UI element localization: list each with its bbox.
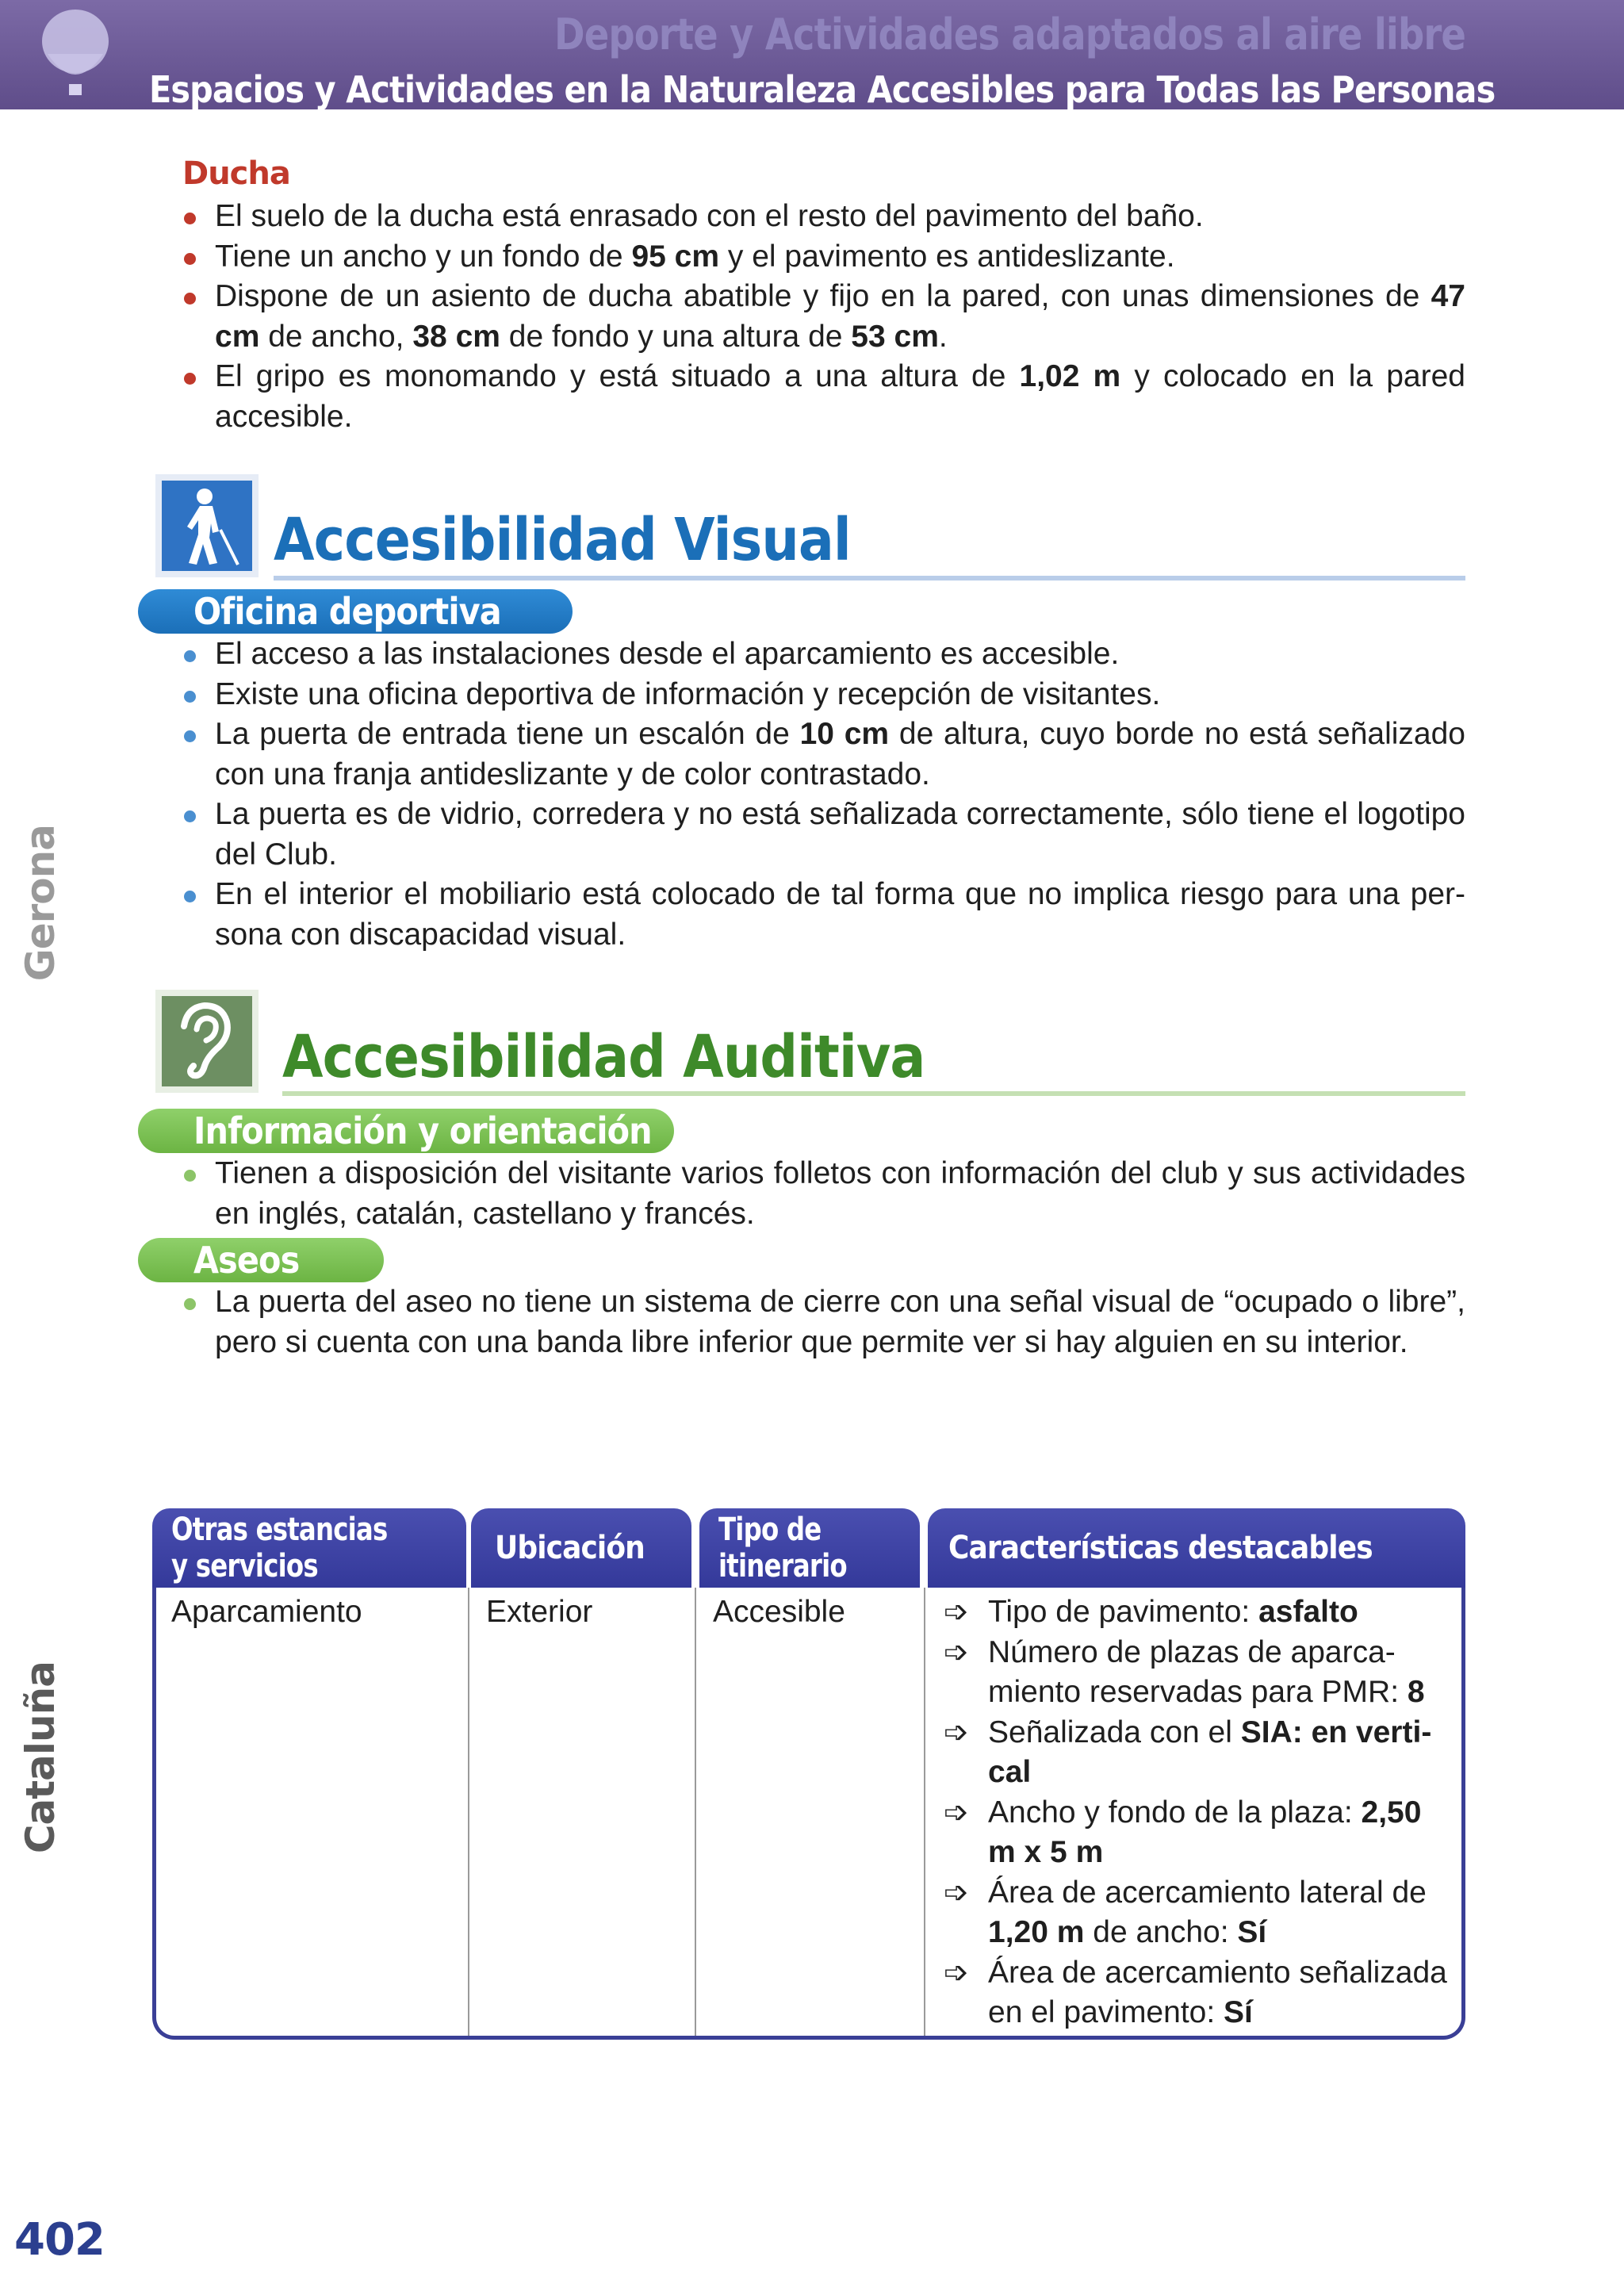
informacion-orientacion-label: Información y orientación: [193, 1109, 652, 1152]
text: y el pavimento es antideslizante.: [719, 239, 1175, 274]
text: El acceso a las instalaciones desde el aparcamiento es accesible.: [215, 637, 1120, 671]
aseos-heading: [138, 1238, 384, 1282]
bold-text: 10 cm: [799, 717, 890, 751]
bold-text: Sí: [1237, 1915, 1267, 1949]
header-estancias-line1: Otras estancias: [171, 1512, 388, 1548]
bold-text: SIA: en vertical: [988, 1715, 1432, 1789]
ducha-list: [181, 197, 1465, 437]
bold-text: 2,50 m x 5 m: [988, 1795, 1422, 1869]
arrow-bullet-icon: ➩: [944, 1956, 969, 1990]
arrow-bullet-icon: ➩: [944, 1715, 969, 1749]
header-caracteristicas-label: Características destacables: [948, 1530, 1373, 1566]
header-subtitle: Espacios y Actividades en la Naturaleza Accesibles para Todas las Personas: [149, 68, 1496, 109]
bullet-icon: [184, 891, 196, 902]
blind-person-icon: [155, 474, 259, 577]
ear-icon: [155, 990, 259, 1093]
text: Tipo de pavimento:: [988, 1595, 1259, 1629]
list-item: [181, 357, 1465, 437]
informacion-section: [181, 1154, 1465, 1234]
list-item: [944, 1873, 1451, 1953]
arrow-bullet-icon: ➩: [944, 1596, 969, 1629]
header-itinerario-line1: Tipo de: [718, 1512, 822, 1548]
text: .: [938, 319, 948, 354]
bold-text: asfalto: [1258, 1595, 1358, 1629]
balloon-logo-icon: [32, 8, 119, 103]
header-estancias-line2: y servicios: [171, 1548, 318, 1584]
side-label-community: Cataluña: [17, 1661, 63, 1854]
bullet-icon: [184, 810, 196, 822]
bullet-icon: [184, 691, 196, 703]
cell-itinerario: Accesible: [713, 1595, 845, 1629]
table-column-divider: [924, 1588, 925, 2036]
visual-section-title: Accesibilidad Visual: [274, 506, 851, 574]
list-item: [944, 1592, 1451, 1633]
aseos-list: [181, 1282, 1465, 1362]
cell-caracteristicas: [944, 1592, 1451, 2033]
bold-text: 95 cm: [631, 239, 720, 274]
text: La puerta de entrada tiene un escalón de: [215, 717, 800, 751]
text: de ancho,: [259, 319, 413, 354]
bullet-icon: [184, 213, 196, 224]
list-item: [944, 1793, 1451, 1873]
text: La puerta es de vidrio, corredera y no está señalizada correctamente, sólo tiene el logotipo del Club.: [215, 797, 1465, 872]
list-item: [181, 237, 1465, 278]
text: y colocado en la pared accesible.: [215, 359, 1465, 434]
text: Dispone de un asiento de ducha abatible y fijo en la pared, con unas dimensiones de: [215, 279, 1431, 313]
auditiva-section-title: Accesibilidad Auditiva: [282, 1023, 925, 1091]
header-ubicacion-label: Ubicación: [495, 1530, 645, 1566]
bullet-icon: [184, 650, 196, 662]
bold-text: 38 cm: [412, 319, 500, 354]
list-item: [181, 715, 1465, 795]
text: Área de acercamiento señalizada en el pavimento:: [988, 1955, 1447, 2029]
text: Tienen a disposición del visitante varios folletos con información del club y sus actividades en inglés, catalán, castellano y francés.: [215, 1156, 1465, 1231]
bullet-icon: [184, 293, 196, 305]
informacion-list: [181, 1154, 1465, 1234]
bold-text: 53 cm: [851, 319, 939, 354]
table-header-ubicacion: [471, 1508, 691, 1588]
page-header: [0, 0, 1624, 109]
table-column-divider: [695, 1588, 696, 2036]
oficina-list: [181, 634, 1465, 955]
text: Señalizada con el: [988, 1715, 1241, 1749]
informacion-orientacion-heading: [138, 1109, 674, 1153]
list-item: [181, 675, 1465, 715]
bold-text: 1,02 m: [1019, 359, 1121, 393]
header-itinerario-line2: itinerario: [718, 1548, 847, 1584]
cell-ubicacion: Exterior: [486, 1595, 593, 1629]
header-title: Deporte y Actividades adaptados al aire libre: [553, 10, 1465, 59]
oficina-section: [181, 634, 1465, 955]
bold-text: 8: [1407, 1675, 1425, 1709]
list-item: [181, 634, 1465, 675]
list-item: [181, 1282, 1465, 1362]
bold-text: 1,20 m: [988, 1915, 1085, 1949]
table-header-caracteristicas: [928, 1508, 1465, 1588]
bullet-icon: [184, 253, 196, 265]
aseos-section: [181, 1282, 1465, 1362]
text: Área de acercamiento lateral de: [988, 1875, 1427, 1910]
oficina-deportiva-label: Oficina deportiva: [193, 590, 501, 633]
caracteristicas-list: [944, 1592, 1451, 2033]
table-header-estancias: [152, 1508, 466, 1588]
text: El gripo es monomando y está situado a una altura de: [215, 359, 1020, 393]
auditiva-section-rule: [282, 1091, 1465, 1096]
text: Ancho y fondo de la plaza:: [988, 1795, 1362, 1830]
bold-text: 47 cm: [215, 279, 1465, 354]
bold-text: Sí: [1224, 1995, 1253, 2029]
cell-estancia: Aparcamiento: [171, 1595, 362, 1629]
aseos-label: Aseos: [193, 1239, 300, 1282]
arrow-bullet-icon: ➩: [944, 1876, 969, 1910]
arrow-bullet-icon: ➩: [944, 1635, 969, 1669]
text: Tiene un ancho y un fondo de: [215, 239, 632, 274]
list-item: [944, 1953, 1451, 2033]
text: de altura, cuyo borde no está señalizado con una franja antideslizante y de color contrastado.: [215, 717, 1465, 791]
text: En el interior el mobiliario está colocado de tal forma que no implica riesgo para una persona con discapacidad visual.: [215, 877, 1465, 952]
list-item: [181, 277, 1465, 357]
list-item: [181, 875, 1465, 955]
list-item: [181, 795, 1465, 875]
arrow-bullet-icon: ➩: [944, 1795, 969, 1830]
page-number: 402: [14, 2214, 105, 2266]
table-column-divider: [468, 1588, 469, 2036]
text: de ancho:: [1084, 1915, 1238, 1949]
text: La puerta del aseo no tiene un sistema de cierre con una señal visual de “ocupado o libre”, pero si cuenta con una banda libre inferior que permite ver si hay alguien en su interior.: [215, 1285, 1465, 1359]
bullet-icon: [184, 730, 196, 742]
side-label-region: Gerona: [17, 825, 63, 982]
list-item: [181, 197, 1465, 237]
list-item: [181, 1154, 1465, 1234]
text: Número de plazas de aparcamiento reservadas para PMR:: [988, 1634, 1408, 1709]
bullet-icon: [184, 1298, 196, 1310]
text: El suelo de la ducha está enrasado con el resto del pavimento del baño.: [215, 199, 1204, 233]
list-item: [944, 1713, 1451, 1793]
ducha-section: [181, 197, 1465, 437]
text: de fondo y una altura de: [500, 319, 852, 354]
ducha-heading: Ducha: [182, 155, 290, 192]
oficina-deportiva-heading: [138, 589, 573, 634]
list-item: [944, 1633, 1451, 1713]
bullet-icon: [184, 373, 196, 385]
visual-section-rule: [274, 576, 1465, 580]
bullet-icon: [184, 1170, 196, 1182]
table-header-itinerario: [699, 1508, 920, 1588]
text: Existe una oficina deportiva de información y recepción de visitantes.: [215, 676, 1161, 711]
